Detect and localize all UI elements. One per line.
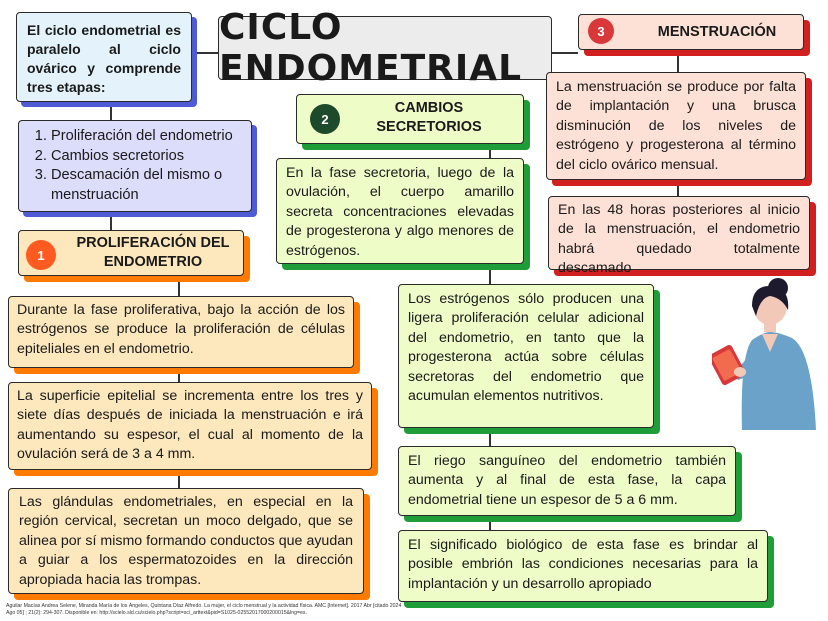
stage-item-label: Cambios secretorios [51,147,185,164]
stages-list [18,120,252,212]
page-title-text: CICLO ENDOMETRIAL [219,7,523,89]
connector-intro-title [192,52,218,54]
section1-number-badge [26,240,56,270]
section3-paragraph-text: La menstruación se produce por falta de implantación y una brusca disminución de los niveles de estrógeno y progesterona al término del ciclo ovárico mensual. [556,79,796,173]
stage-item [51,166,243,205]
section3-number-badge [588,18,614,44]
section3-number: 3 [597,23,605,39]
section2-paragraph [276,158,524,264]
intro-box [16,12,192,102]
section2-heading: CAMBIOS SECRETORIOS [376,100,482,135]
section1-paragraph [8,488,364,594]
section1-paragraph [8,296,354,368]
section3-paragraph [546,72,806,180]
citation: Aguilar Macías Andrea Selene, Miranda María de los Ángeles, Quintana Díaz Alfredo. La mujer, el ciclo menstrual y la actividad física. AMC [Internet]. 2017 Abr [citado 2024 Ago 05] ; 21(2): 294-307. Disponible en: http://scielo.sld.cu/scielo.php?script=sci_arttext&pid=S1025-02552017000200015&lng=es. [6,603,402,616]
section2-paragraph-text: El riego sanguíneo del endometrio también aumenta y al final de esta fase, la capa endometrial tiene un espesor de 5 a 6 mm. [408,453,726,508]
intro-text: El ciclo endometrial es paralelo al ciclo ovárico y comprende tres etapas: [27,22,181,95]
stage-item-label: Proliferación del endometrio [51,128,233,144]
section1-heading: PROLIFERACIÓN DEL ENDOMETRIO [76,235,230,270]
stage-item [51,147,243,167]
section2-paragraph [398,284,654,428]
section1-paragraph-text: Las glándulas endometriales, en especial en la región cervical, secretan un moco delgado, que se alinea por sí mismo formando conductos que ayudan a guiar a los espermatozoides en la dirección apropiada hacia las trompas. [19,494,353,588]
section1-paragraph-text: La superficie epitelial se incrementa entre los tres y siete días después de iniciada la menstruación e irá aumentando su espesor, el cual al momento de la ovulación será de 3 a 4 mm. [17,388,363,463]
section1-paragraph [8,382,372,470]
connector-title-menstruation [552,52,578,54]
section3-paragraph [548,196,810,277]
section3-paragraph-text: En las 48 horas posteriores al inicio de la menstruación, el endometrio habrá quedado totalmente descamado [558,202,800,277]
section3-heading: MENSTRUACIÓN [657,24,777,40]
section2-number: 2 [321,111,329,127]
section2-paragraph [398,446,736,516]
connector-intro-stages [110,102,112,120]
stage-item-label: Descamación del mismo o menstruación [51,167,223,203]
connector-stages-section1 [110,212,112,230]
section1-number: 1 [37,247,45,263]
section1-paragraph-text: Durante la fase proliferativa, bajo la acción de los estrógenos se produce la proliferación de células epiteliales en el endometrio. [17,302,345,357]
section2-paragraph-text: El significado biológico de esta fase es brindar al posible embrión las condiciones necesarias para la implantación y un desarrollo apropiado [408,537,758,592]
nurse-illustration [712,276,828,430]
page-title [218,7,552,89]
section2-paragraph-text: Los estrógenos sólo producen una ligera proliferación celular adicional del endometrio, en tanto que la progesterona actúa sobre células secretoras del endometrio que acumulan elementos nutritivos. [408,291,644,405]
section2-number-badge [310,104,340,134]
stage-item [51,127,243,147]
section2-paragraph [398,530,768,602]
section2-paragraph-text: En la fase secretoria, luego de la ovulación, el cuerpo amarillo secreta concentraciones elevadas de progesterona y algo menores de estrógenos. [286,165,514,259]
stages-ordered-list [29,127,243,205]
